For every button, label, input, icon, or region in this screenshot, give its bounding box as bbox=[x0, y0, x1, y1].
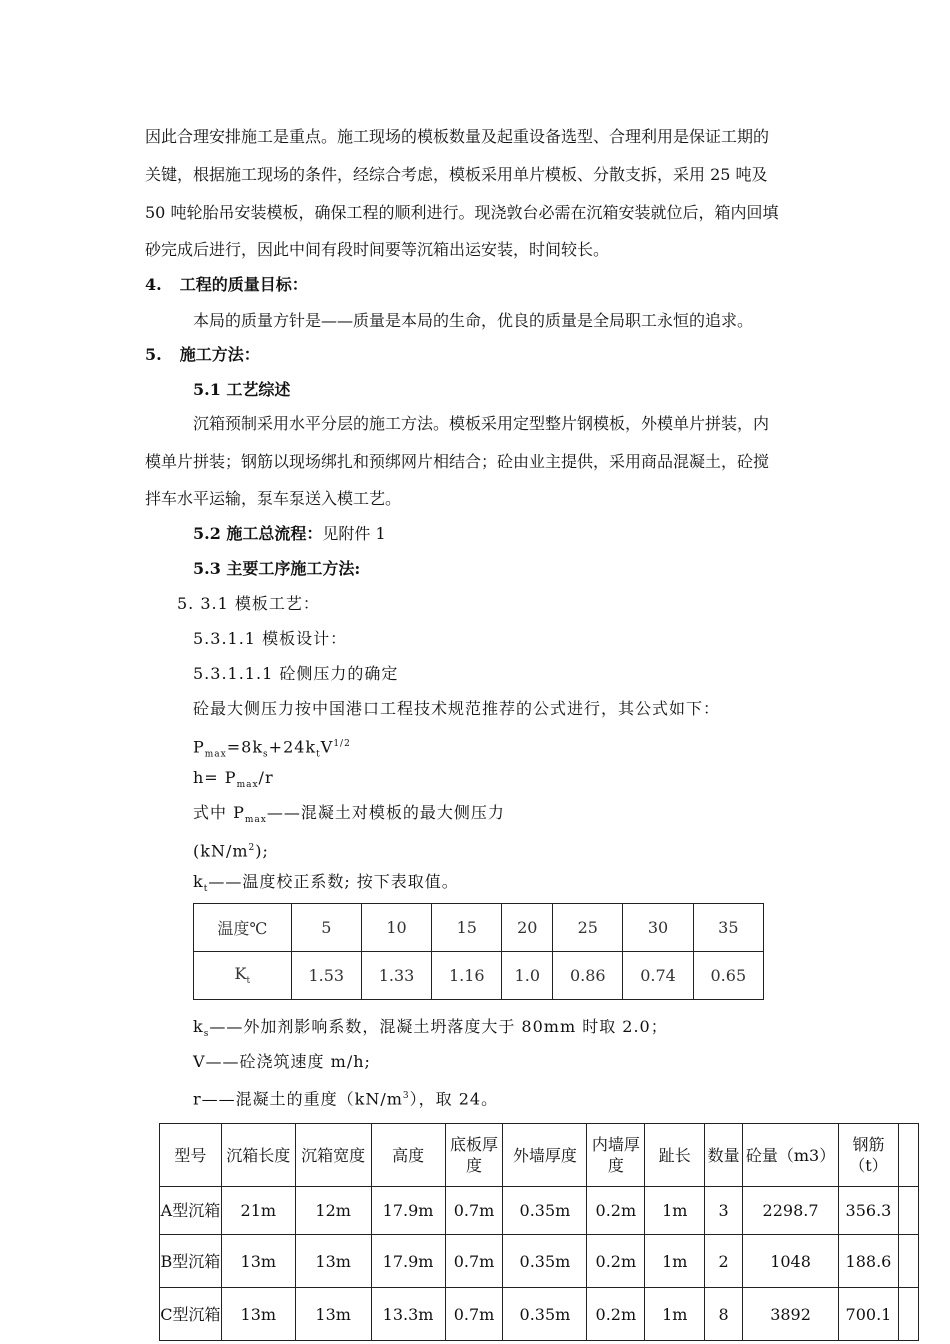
table-cell: 0.7m bbox=[445, 1187, 503, 1235]
table-cell: 0.35m bbox=[503, 1187, 587, 1235]
formula-intro: 砼最大侧压力按中国港口工程技术规范推荐的公式进行，其公式如下： bbox=[193, 699, 721, 718]
subsection-heading-5-3: 5.3 主要工序施工方法: bbox=[193, 559, 361, 578]
formula-subscript: t bbox=[316, 749, 321, 760]
definition-part: 式中 P bbox=[193, 803, 245, 822]
header-cell: 趾长 bbox=[645, 1124, 705, 1187]
body-text-line: 砂完成后进行，因此中间有段时间要等沉箱出运安装，时间较长。 bbox=[145, 240, 610, 259]
table-cell: 20 bbox=[502, 904, 553, 952]
heading-text: 工程的质量目标： bbox=[179, 275, 308, 294]
definition-ks bbox=[193, 1017, 668, 1044]
formula-subscript: max bbox=[236, 780, 259, 791]
table-cell: 21m bbox=[221, 1187, 295, 1235]
header-cell: 钢筋（t） bbox=[838, 1124, 898, 1187]
table-cell: 13m bbox=[295, 1235, 371, 1288]
table-cell: 0.2m bbox=[587, 1288, 645, 1341]
heading-number: 4. bbox=[145, 275, 162, 294]
section-heading-5 bbox=[145, 345, 260, 365]
subsection-heading-5-2 bbox=[193, 524, 386, 544]
table-cell: 0.7m bbox=[445, 1288, 503, 1341]
formula-part: +24k bbox=[268, 737, 317, 757]
table-cell bbox=[194, 952, 292, 1000]
body-text-line: 拌车水平运输，泵车泵送入模工艺。 bbox=[145, 489, 402, 508]
definition-subscript: s bbox=[203, 1029, 210, 1040]
definition-part: ); bbox=[255, 841, 269, 861]
empty-cell bbox=[898, 1187, 918, 1235]
subsection-heading-5-1: 5.1 工艺综述 bbox=[193, 380, 291, 399]
cell-text: K bbox=[234, 964, 247, 984]
heading-number: 5. bbox=[145, 345, 162, 364]
header-cell: 高度 bbox=[371, 1124, 445, 1187]
table-cell: C型沉箱 bbox=[160, 1288, 222, 1341]
table-cell: 13m bbox=[295, 1288, 371, 1341]
section-heading-4 bbox=[145, 275, 308, 295]
table-cell: 5 bbox=[291, 904, 361, 952]
table-cell: 700.1 bbox=[838, 1288, 898, 1341]
table-cell: 356.3 bbox=[838, 1187, 898, 1235]
formula-part: /r bbox=[258, 768, 274, 787]
table-cell: 温度℃ bbox=[194, 904, 292, 952]
table-cell: 1m bbox=[645, 1235, 705, 1288]
definition-part: k bbox=[193, 1017, 204, 1036]
formula-part: P bbox=[193, 737, 205, 757]
body-text-line: 关键，根据施工现场的条件，经综合考虑，模板采用单片模板、分散支拆，采用 25 吨及 bbox=[145, 165, 768, 184]
table-row bbox=[194, 952, 764, 1000]
table-cell: 10 bbox=[361, 904, 431, 952]
table-cell: 13m bbox=[221, 1235, 295, 1288]
body-text-line: 沉箱预制采用水平分层的施工方法。模板采用定型整片钢模板，外模单片拼装，内 bbox=[193, 414, 770, 433]
body-text-line: 50 吨轮胎吊安装模板，确保工程的顺利进行。现浇敦台必需在沉箱安装就位后，箱内回填 bbox=[145, 203, 779, 222]
header-cell: 数量 bbox=[705, 1124, 743, 1187]
kt-coefficient-table bbox=[193, 903, 764, 1000]
empty-cell bbox=[898, 1124, 918, 1187]
definition-part: ——温度校正系数; 按下表取值。 bbox=[208, 872, 459, 891]
header-cell: 沉箱宽度 bbox=[295, 1124, 371, 1187]
body-text-line: 因此合理安排施工是重点。施工现场的模板数量及起重设备选型、合理利用是保证工期的 bbox=[145, 127, 770, 146]
table-cell: 1.0 bbox=[502, 952, 553, 1000]
definition-r bbox=[193, 1086, 498, 1109]
definition-pmax bbox=[193, 803, 505, 830]
header-cell: 沉箱长度 bbox=[221, 1124, 295, 1187]
subsection-heading-5-3-1-1-1: 5.3.1.1.1 砼侧压力的确定 bbox=[193, 664, 399, 683]
table-cell: B型沉箱 bbox=[160, 1235, 222, 1288]
formula-part: V bbox=[320, 737, 334, 757]
table-cell: 0.35m bbox=[503, 1235, 587, 1288]
caisson-spec-table bbox=[159, 1123, 919, 1341]
table-cell: 3892 bbox=[743, 1288, 839, 1341]
table-cell: 3 bbox=[705, 1187, 743, 1235]
table-cell: 8 bbox=[705, 1288, 743, 1341]
table-cell: 30 bbox=[623, 904, 693, 952]
table-cell: 2298.7 bbox=[743, 1187, 839, 1235]
table-cell: 0.35m bbox=[503, 1288, 587, 1341]
formula-superscript: 1/2 bbox=[333, 739, 351, 749]
table-cell: 2 bbox=[705, 1235, 743, 1288]
table-row bbox=[194, 904, 764, 952]
table-header-row bbox=[160, 1124, 919, 1187]
header-cell: 内墙厚度 bbox=[587, 1124, 645, 1187]
table-cell: 0.74 bbox=[623, 952, 693, 1000]
cell-subscript: t bbox=[246, 976, 251, 987]
table-row bbox=[160, 1187, 919, 1235]
subsection-heading-5-3-1: 5. 3.1 模板工艺： bbox=[177, 594, 320, 613]
table-cell: 1m bbox=[645, 1187, 705, 1235]
subsection-heading-5-3-1-1: 5.3.1.1 模板设计： bbox=[193, 629, 348, 648]
table-cell: 35 bbox=[693, 904, 763, 952]
definition-subscript: t bbox=[203, 884, 209, 895]
table-row bbox=[160, 1235, 919, 1288]
definition-part: ——混凝土对模板的最大侧压力 bbox=[266, 803, 505, 822]
table-cell: 1.16 bbox=[432, 952, 502, 1000]
definition-v: V——砼浇筑速度 m/h; bbox=[193, 1052, 371, 1071]
table-cell: 17.9m bbox=[371, 1235, 445, 1288]
definition-part: ），取 24。 bbox=[409, 1089, 499, 1109]
formula-h bbox=[193, 768, 274, 795]
formula-part: =8k bbox=[226, 737, 264, 757]
heading-text: 施工方法： bbox=[179, 345, 260, 364]
table-cell: 0.86 bbox=[553, 952, 623, 1000]
header-cell: 型号 bbox=[160, 1124, 222, 1187]
definition-part: r——混凝土的重度（kN/m bbox=[193, 1089, 403, 1109]
table-cell: A型沉箱 bbox=[160, 1187, 222, 1235]
empty-cell bbox=[898, 1235, 918, 1288]
table-cell: 1.33 bbox=[361, 952, 431, 1000]
table-cell: 0.2m bbox=[587, 1235, 645, 1288]
definition-part: ——外加剂影响系数，混凝土坍落度大于 80mm 时取 2.0； bbox=[209, 1017, 668, 1036]
table-cell: 1.53 bbox=[291, 952, 361, 1000]
table-cell: 1048 bbox=[743, 1235, 839, 1288]
definition-part: (kN/m bbox=[193, 841, 249, 861]
table-cell: 13.3m bbox=[371, 1288, 445, 1341]
formula-subscript: max bbox=[204, 749, 227, 760]
table-row bbox=[160, 1288, 919, 1341]
table-cell: 0.65 bbox=[693, 952, 763, 1000]
table-cell: 12m bbox=[295, 1187, 371, 1235]
definition-subscript: max bbox=[244, 815, 267, 826]
table-cell: 17.9m bbox=[371, 1187, 445, 1235]
empty-cell bbox=[898, 1288, 918, 1341]
heading-text: 5.2 施工总流程： bbox=[193, 524, 323, 543]
formula-pmax bbox=[193, 734, 351, 765]
table-cell: 0.2m bbox=[587, 1187, 645, 1235]
quality-policy-text: 本局的质量方针是——质量是本局的生命，优良的质量是全局职工永恒的追求。 bbox=[193, 311, 754, 330]
table-cell: 25 bbox=[553, 904, 623, 952]
formula-subscript: s bbox=[263, 749, 269, 760]
definition-pmax-unit bbox=[193, 838, 269, 861]
body-text-line: 模单片拼装；钢筋以现场绑扎和预绑网片相结合；砼由业主提供，采用商品混凝土，砼搅 bbox=[145, 452, 770, 471]
definition-superscript: 2 bbox=[248, 843, 256, 853]
header-cell: 砼量（m3） bbox=[743, 1124, 839, 1187]
definition-kt bbox=[193, 872, 459, 899]
table-cell: 1m bbox=[645, 1288, 705, 1341]
definition-superscript: 3 bbox=[402, 1091, 410, 1101]
definition-part: k bbox=[193, 872, 204, 891]
header-cell: 外墙厚度 bbox=[503, 1124, 587, 1187]
formula-part: h= P bbox=[193, 768, 237, 787]
table-cell: 13m bbox=[221, 1288, 295, 1341]
table-cell: 0.7m bbox=[445, 1235, 503, 1288]
header-cell: 底板厚度 bbox=[445, 1124, 503, 1187]
heading-reference: 见附件 1 bbox=[322, 524, 386, 543]
table-cell: 188.6 bbox=[838, 1235, 898, 1288]
table-cell: 15 bbox=[432, 904, 502, 952]
